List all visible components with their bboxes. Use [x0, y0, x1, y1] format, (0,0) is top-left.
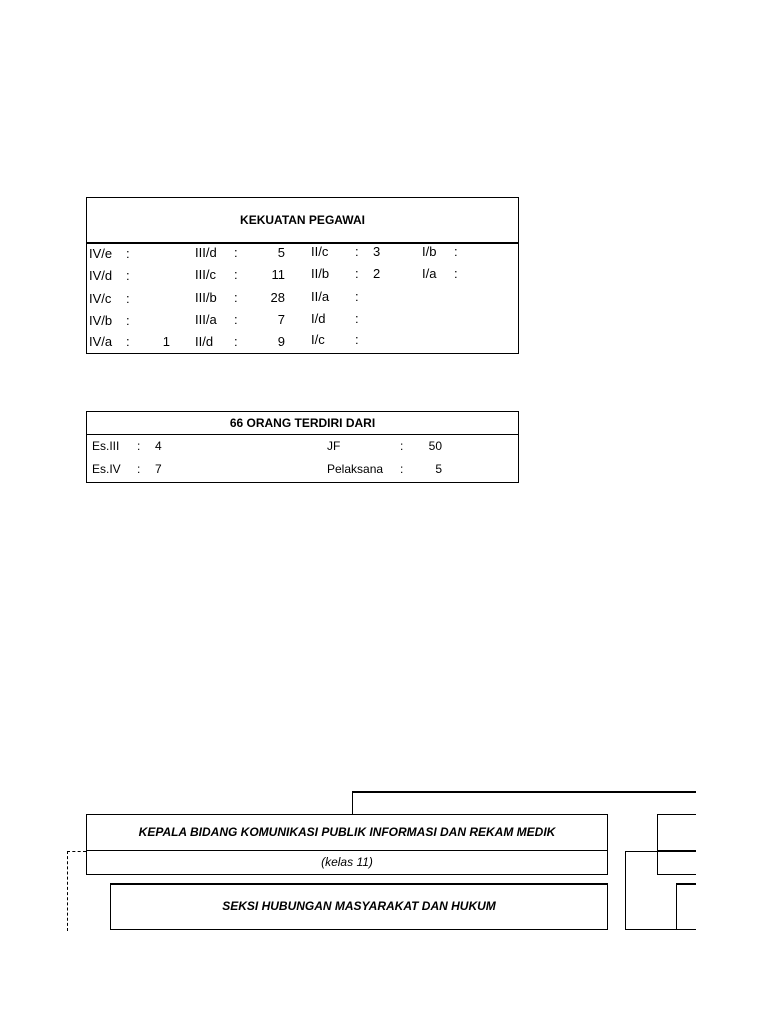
category-label: Es.IV: [92, 462, 121, 476]
golongan-label: III/d: [195, 245, 217, 260]
golongan-label: III/a: [195, 312, 217, 327]
category-label: JF: [327, 439, 341, 453]
golongan-label: I/d: [311, 311, 326, 326]
golongan-colon: :: [234, 312, 238, 327]
kepala-bidang-divider: [86, 850, 608, 851]
golongan-colon: :: [126, 291, 130, 306]
golongan-count: 9: [277, 334, 285, 349]
golongan-colon: :: [234, 267, 238, 282]
golongan-colon: :: [126, 268, 130, 283]
category-colon: :: [137, 462, 141, 476]
golongan-label: I/c: [311, 332, 325, 347]
golongan-colon: :: [126, 334, 130, 349]
category-colon: :: [137, 439, 141, 453]
golongan-count: 7: [277, 312, 285, 327]
category-colon: :: [400, 462, 404, 476]
category-count: 50: [428, 439, 442, 453]
seksi-humas-title: SEKSI HUBUNGAN MASYARAKAT DAN HUKUM: [222, 899, 496, 913]
dashed-connector-vertical: [67, 851, 68, 931]
org-top-connector: [352, 791, 696, 793]
right-partial-box-3: [676, 883, 696, 930]
dashed-connector-horizontal: [67, 851, 86, 852]
golongan-colon: :: [126, 313, 130, 328]
golongan-label: III/b: [195, 290, 217, 305]
golongan-colon: :: [234, 245, 238, 260]
golongan-colon: :: [355, 289, 359, 304]
category-count: 4: [155, 439, 162, 453]
golongan-label: IV/a: [89, 334, 113, 349]
golongan-colon: :: [355, 266, 359, 281]
golongan-label: I/a: [422, 266, 437, 281]
kepala-bidang-title: KEPALA BIDANG KOMUNIKASI PUBLIK INFORMASI DAN REKAM MEDIK: [138, 825, 556, 839]
golongan-label: II/a: [311, 289, 330, 304]
golongan-count: 28: [270, 290, 285, 305]
golongan-count: 2: [373, 266, 381, 281]
category-colon: :: [400, 439, 404, 453]
category-count: 5: [435, 462, 442, 476]
category-label: Es.III: [92, 439, 120, 453]
golongan-count: 1: [162, 334, 170, 349]
golongan-colon: :: [454, 244, 458, 259]
golongan-label: IV/d: [89, 268, 113, 283]
category-label: Pelaksana: [327, 462, 384, 476]
kepala-bidang-kelas: (kelas 11): [321, 855, 373, 869]
terdiri-title: 66 ORANG TERDIRI DARI: [229, 416, 376, 430]
golongan-count: 11: [271, 267, 285, 282]
golongan-count: 3: [373, 244, 381, 259]
org-top-connector-drop: [352, 791, 353, 814]
golongan-colon: :: [234, 334, 238, 349]
golongan-colon: :: [234, 290, 238, 305]
golongan-colon: :: [454, 266, 458, 281]
terdiri-header-divider: [86, 434, 519, 435]
kekuatan-title: KEKUATAN PEGAWAI: [240, 213, 365, 227]
golongan-label: IV/c: [89, 291, 112, 306]
golongan-colon: :: [355, 332, 359, 347]
golongan-count: 5: [277, 245, 285, 260]
golongan-label: IV/b: [89, 313, 113, 328]
category-count: 7: [155, 462, 162, 476]
golongan-colon: :: [355, 311, 359, 326]
golongan-colon: :: [126, 246, 130, 261]
golongan-label: III/c: [195, 267, 216, 282]
golongan-label: II/b: [311, 266, 330, 281]
golongan-label: IV/e: [89, 246, 113, 261]
golongan-colon: :: [355, 244, 359, 259]
golongan-label: II/d: [195, 334, 214, 349]
golongan-label: II/c: [311, 244, 329, 259]
golongan-label: I/b: [422, 244, 437, 259]
